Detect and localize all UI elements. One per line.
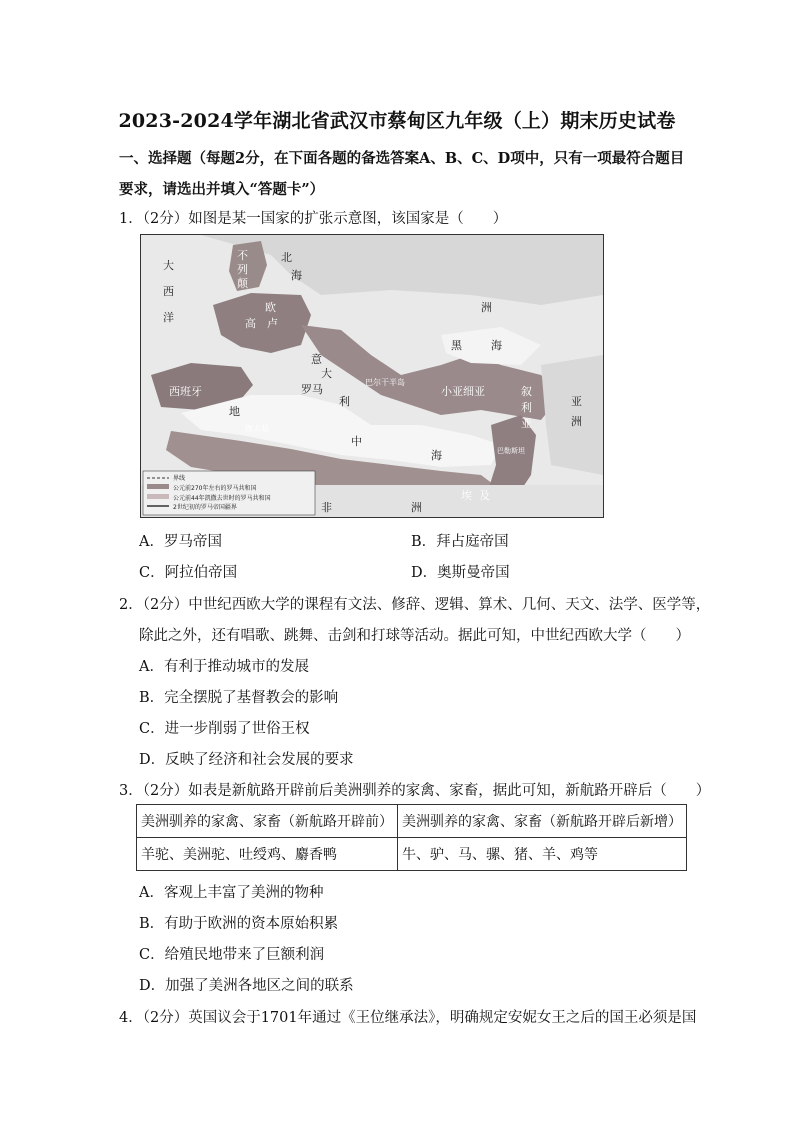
q3-option-b: B．有助于欧洲的资本原始积累 [139,916,339,932]
q1-option-b: B．拜占庭帝国 [411,534,509,550]
map-label: 迦太基 [245,424,269,433]
q3-option-c: C．给殖民地带来了巨额利润 [139,947,325,963]
map-label: 小亚细亚 [441,385,485,398]
legend-entry: 公元前44年凯撒去世时的罗马共和国 [173,495,271,502]
legend-entry: 公元前270年左右的罗马共和国 [173,485,257,492]
q3-stem: 3．（2分）如表是新航路开辟前后美洲驯养的家禽、家畜，据此可知，新航路开辟后（ ） [119,783,711,799]
map-label: 非 [321,501,332,514]
legend-entry: 界线 [173,475,186,482]
map-label: 洲 [411,501,422,514]
q4-stem: 4．（2分）英国议会于1701年通过《王位继承法》，明确规定安妮女王之后的国王必须是国 [119,1010,697,1026]
q2-option-b: B．完全摆脱了基督教会的影响 [139,690,339,706]
table-cell: 牛、驴、马、骡、猪、羊、鸡等 [398,838,687,871]
map-label: 利 [521,401,532,414]
map-label: 欧 [265,301,276,314]
map-label: 大 [163,259,174,272]
map-label: 巴勒斯坦 [497,447,525,455]
table-row [137,838,687,871]
map-label: 意 [311,353,322,366]
map-label: 及 [479,489,490,502]
legend-entry: 2世纪初的罗马帝国疆界 [173,504,237,511]
page-title: 2023-2024学年湖北省武汉市蔡甸区九年级（上）期末历史试卷 [118,110,676,132]
q2-option-c: C．进一步削弱了世俗王权 [139,721,310,737]
q2-option-d: D．反映了经济和社会发展的要求 [139,752,354,768]
q3-table [136,804,687,871]
q3-option-a: A．客观上丰富了美洲的物种 [139,885,324,901]
map-label: 巴尔干半岛 [365,378,405,387]
map-label: 洲 [481,301,492,314]
section-heading-line2: 要求，请选出并填入“答题卡”） [119,181,325,198]
map-label: 西 [163,285,174,298]
map-label: 不 [237,249,248,262]
table-header-row [137,805,687,838]
map-label: 黑 [451,339,462,352]
map-label: 罗马 [301,383,323,396]
table-header-cell: 美洲驯养的家禽、家畜（新航路开辟前） [137,805,398,838]
map-label: 海 [431,449,442,462]
map-label: 高 [245,317,256,330]
map-label: 列 [237,263,248,276]
map-label: 洲 [571,415,582,428]
map-label: 叙 [521,385,532,398]
map-label: 卢 [267,317,278,330]
map-label: 埃 [461,489,472,502]
map-label: 亚 [521,417,532,430]
q1-stem: 1．（2分）如图是某一国家的扩张示意图，该国家是（ ） [119,211,508,227]
q2-stem-line1: 2．（2分）中世纪西欧大学的课程有文法、修辞、逻辑、算术、几何、天文、法学、医学等， [119,597,711,613]
map-label: 中 [351,435,362,448]
q1-option-a: A．罗马帝国 [139,534,222,550]
q3-option-d: D．加强了美洲各地区之间的联系 [139,978,354,994]
map-label: 北 [281,251,292,264]
map-label: 亚 [571,395,582,408]
map-label: 颠 [237,277,248,290]
q1-expansion-map [140,234,604,518]
map-label: 地 [229,405,240,418]
table-cell: 羊驼、美洲驼、吐绶鸡、麝香鸭 [137,838,398,871]
map-label: 利 [339,395,350,408]
map-label: 海 [291,269,302,282]
map-label: 西班牙 [169,385,202,398]
q1-option-d: D．奥斯曼帝国 [411,565,510,581]
map-graphic [141,235,603,517]
map-label: 海 [491,339,502,352]
table-header-cell: 美洲驯养的家禽、家畜（新航路开辟后新增） [398,805,687,838]
q1-option-c: C．阿拉伯帝国 [139,565,238,581]
map-label: 洋 [163,311,174,324]
section-heading-line1: 一、选择题（每题2分，在下面各题的备选答案A、B、C、D项中，只有一项最符合题目 [119,150,685,167]
map-label: 大 [321,367,332,380]
q2-option-a: A．有利于推动城市的发展 [139,659,309,675]
q2-stem-line2: 除此之外，还有唱歌、跳舞、击剑和打球等活动。据此可知，中世纪西欧大学（ ） [139,628,690,644]
